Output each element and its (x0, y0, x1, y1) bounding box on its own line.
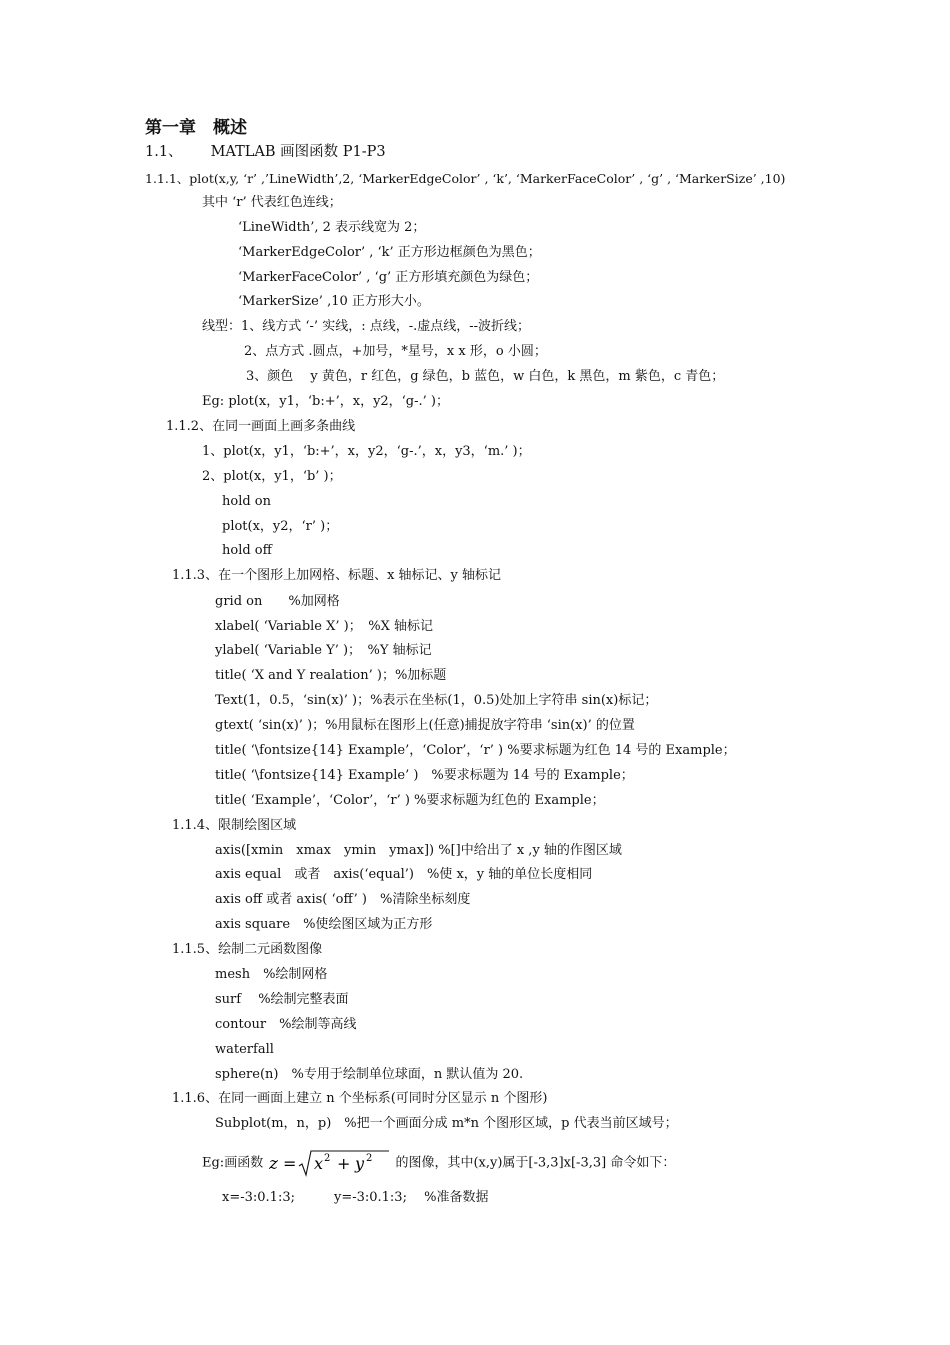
subsection-1-1-4: 1.1.4、限制绘图区域 (172, 818, 297, 833)
code-line: gtext( ‘sin(x)’ )；%用鼠标在图形上(任意)捕捉放字符串 ‘sin(x)’ 的位置 (215, 718, 635, 733)
code-line: hold off (222, 543, 272, 558)
code-line: 2、plot(x，y1，‘b’ )； (202, 469, 342, 484)
text-line: 其中 ‘r’ 代表红色连线； (202, 195, 342, 210)
svg-text:2: 2 (324, 1153, 331, 1164)
text-line: 2、点方式 .圆点，+加号，*星号，x x 形，o 小圆； (244, 344, 547, 359)
code-line: Text(1，0.5，‘sin(x)’ )；%表示在坐标(1，0.5)处加上字符串 sin(x)标记； (215, 693, 658, 708)
code-line: title( ‘\fontsize{14} Example’ ) %要求标题为 14 号的 Example； (215, 768, 634, 783)
code-line: title( ‘\fontsize{14} Example’，‘Color’，‘r’ ) %要求标题为红色 14 号的 Example； (215, 743, 736, 758)
text-line: 3、颜色 y 黄色，r 红色，g 绿色，b 蓝色，w 白色，k 黑色，m 紫色，c 青色； (246, 369, 725, 384)
text-line: ‘MarkerFaceColor’ , ‘g’ 正方形填充颜色为绿色； (238, 270, 539, 285)
code-line: title( ‘X and Y realation’ )；%加标题 (215, 668, 447, 683)
section-title: MATLAB 画图函数 P1-P3 (210, 144, 386, 160)
svg-text:y: y (355, 1154, 365, 1173)
code-line: x=-3:0.1:3; y=-3:0.1:3; %准备数据 (222, 1190, 489, 1205)
code-line: 1、plot(x，y1，‘b:+’，x，y2，‘g-.’，x，y3，‘m.’ )； (202, 444, 531, 459)
text-line: Eg: plot(x，y1，‘b:+’，x，y2，‘g-.’ )； (202, 394, 449, 409)
subsection-1-1-6: 1.1.6、在同一画面上建立 n 个坐标系(可同时分区显示 n 个图形) (172, 1091, 548, 1106)
text-line: 线型：1、线方式 ‘-’ 实线，: 点线，-.虚点线，--波折线； (202, 319, 531, 334)
code-line: axis square %使绘图区域为正方形 (215, 917, 433, 932)
code-line: ylabel( ‘Variable Y’ )； %Y 轴标记 (215, 643, 432, 658)
subsection-1-1-3: 1.1.3、在一个图形上加网格、标题、x 轴标记、y 轴标记 (172, 568, 502, 583)
code-line: hold on (222, 494, 272, 509)
code-line: Subplot(m，n，p) %把一个画面分成 m*n 个图形区域，p 代表当前区域号； (215, 1116, 678, 1131)
subsection-1-1-1: 1.1.1、plot(x,y, ‘r’ ,’LineWidth’,2, ‘MarkerEdgeColor’ , ‘k’, ‘MarkerFaceColor’ , ‘g’ , ‘MarkerSize’ ,10) (145, 171, 786, 186)
subsection-1-1-5: 1.1.5、绘制二元函数图像 (172, 942, 323, 957)
subsection-1-1-2: 1.1.2、在同一画面上画多条曲线 (166, 419, 356, 434)
example-prefix: Eg:画函数 (202, 1155, 264, 1171)
text-line: ‘MarkerSize’ ,10 正方形大小。 (238, 294, 430, 309)
chapter-title: 第一章 概述 (145, 118, 247, 138)
text-line: ‘MarkerEdgeColor’ , ‘k’ 正方形边框颜色为黑色； (238, 245, 541, 260)
code-line: xlabel( ‘Variable X’ )； %X 轴标记 (215, 619, 433, 634)
example-suffix: 的图像，其中(x,y)属于[-3,3]x[-3,3] 命令如下： (395, 1155, 676, 1171)
code-line: surf %绘制完整表面 (215, 992, 349, 1007)
svg-text:x: x (314, 1154, 324, 1173)
code-line: contour %绘制等高线 (215, 1017, 357, 1032)
text-line: ‘LineWidth’, 2 表示线宽为 2； (238, 220, 426, 235)
code-line: grid on %加网格 (215, 594, 340, 609)
example-line (202, 1148, 675, 1179)
code-line: waterfall (215, 1042, 274, 1057)
code-line: sphere(n) %专用于绘制单位球面，n 默认值为 20. (215, 1067, 524, 1082)
code-line: axis([xmin xmax ymin ymax]) %[]中给出了 x ,y 轴的作图区域 (215, 843, 622, 858)
code-line: title( ‘Example’，‘Color’，‘r’ ) %要求标题为红色的 Example； (215, 793, 605, 808)
svg-text:+: + (337, 1154, 351, 1173)
svg-text:2: 2 (366, 1153, 373, 1164)
svg-text:z: z (269, 1154, 279, 1174)
code-line: axis off 或者 axis( ‘off’ ) %清除坐标刻度 (215, 892, 471, 907)
svg-text:=: = (283, 1154, 297, 1173)
code-line: mesh %绘制网格 (215, 967, 328, 982)
formula-image (267, 1148, 391, 1178)
code-line: axis equal 或者 axis(‘equal’) %使 x，y 轴的单位长度相同 (215, 867, 593, 882)
section-heading (145, 144, 386, 160)
section-number: 1.1、 (145, 144, 183, 160)
code-line: plot(x，y2，‘r’ )； (222, 519, 339, 534)
